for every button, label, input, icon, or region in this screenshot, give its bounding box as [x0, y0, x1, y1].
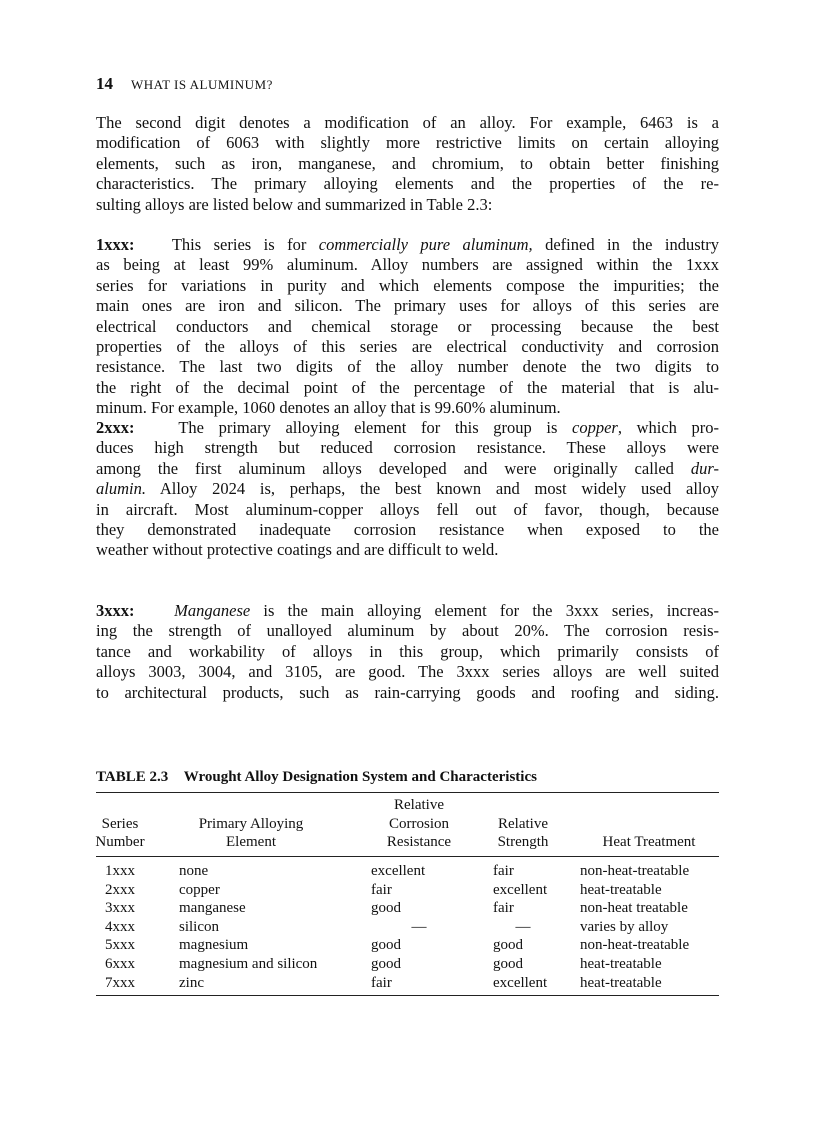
text-segment: defined in the industry — [532, 235, 719, 254]
text-segment: properties of the alloys of this series are electrical conductivity and corrosion — [96, 336, 719, 356]
text-segment: Alloy 2024 is, perhaps, the best known and most widely used alloy — [145, 479, 719, 499]
text-segment: dur- — [690, 458, 719, 478]
text-segment: , which pro- — [617, 418, 719, 437]
text-segment: sulting alloys are listed below and summarized in Table 2.3: — [96, 194, 493, 214]
page-number: 14 — [96, 74, 113, 93]
table-cell: varies by alloy — [580, 918, 669, 935]
text-segment: modification of 6063 with slightly more restrictive limits on certain alloying — [96, 133, 719, 153]
text-segment: alloys 3003, 3004, and 3105, are good. The 3xxx series alloys are well suited — [96, 662, 719, 682]
column-header: Heat Treatment — [602, 834, 696, 851]
text-segment: tance and workability of alloys in this group, which primarily consists of — [96, 641, 719, 661]
series-number-cell: 1xxx — [105, 863, 135, 879]
column-header: Relative — [394, 797, 444, 814]
text-segment — [135, 601, 175, 620]
text-segment: weather without protective coatings and are difficult to weld. — [96, 540, 499, 560]
series-number-cell: 6xxx — [105, 956, 135, 972]
column-header: Corrosion — [389, 815, 449, 832]
text-line — [96, 255, 719, 275]
paragraph — [96, 418, 719, 561]
table-cell: manganese — [179, 900, 246, 917]
text-line — [96, 683, 719, 703]
text-line — [96, 195, 719, 215]
table-cell: good — [493, 956, 523, 972]
text-line — [96, 133, 719, 153]
column-header: Relative — [498, 815, 548, 832]
table-cell: silicon — [179, 918, 219, 935]
text-line — [96, 337, 719, 357]
table-title: Wrought Alloy Designation System and Characteristics — [183, 769, 537, 785]
table-cell: heat-treatable — [580, 881, 662, 898]
text-segment: The primary alloying element for this group is — [134, 418, 572, 437]
text-line — [96, 276, 719, 296]
text-line — [96, 378, 719, 398]
text-line — [96, 317, 719, 337]
series-label: 1xxx: — [96, 235, 135, 254]
text-line — [96, 642, 719, 662]
text-line — [96, 621, 719, 641]
table-cell: fair — [371, 974, 392, 991]
table-cell: excellent — [371, 863, 426, 879]
text-line — [96, 154, 719, 174]
running-header — [96, 74, 273, 94]
text-line — [96, 520, 719, 540]
table-cell: magnesium and silicon — [179, 956, 318, 972]
column-header: Element — [226, 834, 276, 851]
text-line — [96, 500, 719, 520]
text-segment: alumin. — [96, 479, 146, 499]
paragraph — [96, 601, 719, 703]
table-cell: fair — [493, 863, 514, 879]
series-label: 3xxx: — [96, 601, 135, 620]
text-segment: they demonstrated inadequate corrosion resistance when exposed to the — [96, 519, 719, 539]
column-header: Series — [101, 815, 139, 832]
text-segment: The second digit denotes a modification of an alloy. For example, 6463 is a — [96, 113, 719, 132]
table-cell: zinc — [179, 974, 204, 991]
table-number: TABLE 2.3 — [96, 769, 169, 785]
text-segment: commercially pure aluminum, — [318, 235, 533, 254]
text-segment: characteristics. The primary alloying elements and the properties of the re- — [96, 174, 719, 194]
text-line — [96, 296, 719, 316]
table-bottom-rule — [96, 995, 719, 996]
text-line — [96, 398, 719, 418]
table-header-rule — [96, 856, 719, 857]
text-segment: to architectural products, such as rain-carrying goods and roofing and siding. — [96, 682, 719, 702]
table-cell: magnesium — [179, 937, 249, 954]
table-cell: none — [179, 863, 209, 879]
table-cell: copper — [179, 881, 220, 898]
column-header: Strength — [497, 834, 549, 851]
table-cell: excellent — [493, 881, 548, 898]
text-segment: among the first aluminum alloys developed and were originally called — [96, 458, 691, 478]
running-title: WHAT IS ALUMINUM? — [131, 77, 273, 92]
table-cell: good — [371, 900, 401, 917]
text-segment: copper — [572, 418, 618, 437]
table-cell: non-heat-treatable — [580, 937, 690, 954]
series-number-cell: 5xxx — [105, 937, 135, 954]
table-cell: fair — [371, 881, 392, 898]
text-segment: electrical conductors and chemical storage or processing because the best — [96, 316, 719, 336]
text-segment: This series is for — [134, 235, 319, 254]
table-cell: non-heat treatable — [580, 900, 688, 917]
text-line — [96, 113, 719, 133]
table-cell: non-heat-treatable — [580, 863, 690, 879]
table-cell: heat-treatable — [580, 956, 662, 972]
table-top-rule — [96, 792, 719, 793]
table-cell: good — [493, 937, 523, 954]
text-segment: duces high strength but reduced corrosion resistance. These alloys were — [96, 438, 719, 458]
series-label: 2xxx: — [96, 418, 135, 437]
table-caption — [96, 769, 537, 786]
table-cell: good — [371, 956, 401, 972]
text-line — [96, 601, 719, 621]
text-segment: minum. For example, 1060 denotes an alloy that is 99.60% aluminum. — [96, 398, 561, 418]
text-segment: ing the strength of unalloyed aluminum by about 20%. The corrosion resis- — [96, 621, 719, 641]
text-line — [96, 357, 719, 377]
text-line — [96, 662, 719, 682]
table-cell: excellent — [493, 974, 548, 991]
column-header: Primary Alloying — [198, 815, 304, 832]
text-line — [96, 235, 719, 255]
text-line — [96, 479, 719, 499]
text-segment: the right of the decimal point of the percentage of the material that is alu- — [96, 377, 719, 397]
table-cell: — — [411, 918, 427, 935]
text-line — [96, 438, 719, 458]
text-segment: series for variations in purity and which elements compose the impurities; the — [96, 275, 719, 295]
text-segment: main ones are iron and silicon. The primary uses for alloys of this series are — [96, 296, 719, 316]
series-number-cell: 4xxx — [105, 918, 135, 935]
text-line — [96, 418, 719, 438]
text-segment: Manganese — [174, 601, 251, 620]
paragraph — [96, 235, 719, 419]
table-cell: — — [515, 918, 531, 935]
series-number-cell: 7xxx — [105, 974, 135, 991]
text-segment: is the main alloying element for the 3xxx series, increas- — [250, 601, 720, 620]
column-header: Resistance — [386, 834, 452, 851]
paragraph — [96, 113, 719, 215]
series-number-cell: 2xxx — [105, 881, 135, 898]
table-cell: good — [371, 937, 401, 954]
text-line — [96, 540, 719, 560]
text-segment: in aircraft. Most aluminum-copper alloys fell out of favor, though, because — [96, 499, 719, 519]
series-number-cell: 3xxx — [105, 900, 135, 917]
text-line — [96, 174, 719, 194]
text-segment: as being at least 99% aluminum. Alloy numbers are assigned within the 1xxx — [96, 255, 719, 275]
text-segment: elements, such as iron, manganese, and chromium, to obtain better finishing — [96, 153, 719, 173]
table-cell: heat-treatable — [580, 974, 662, 991]
text-line — [96, 459, 719, 479]
table-cell: fair — [493, 900, 514, 917]
column-header: Number — [95, 834, 145, 851]
text-segment: resistance. The last two digits of the alloy number denote the two digits to — [96, 357, 719, 377]
